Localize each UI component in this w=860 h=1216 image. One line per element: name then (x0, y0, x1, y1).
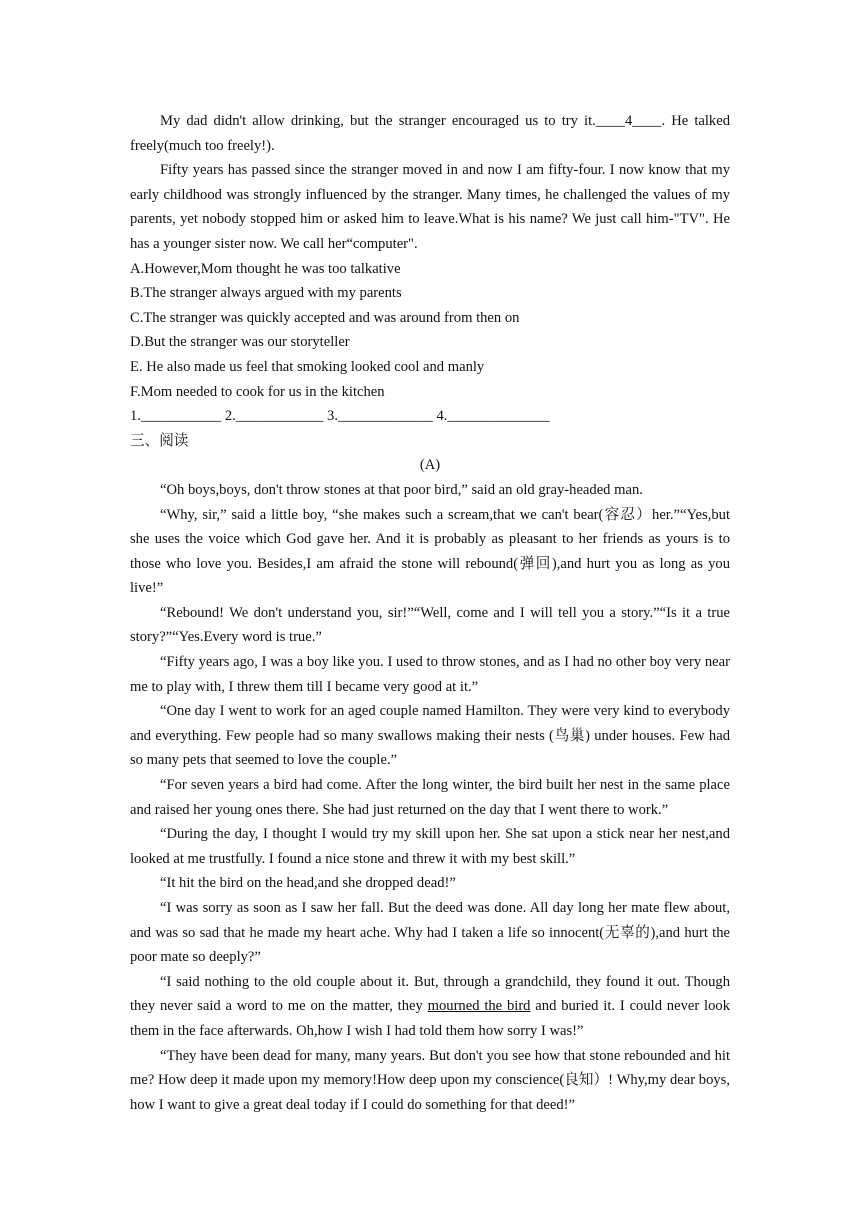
paragraph-7: “During the day, I thought I would try my skill upon her. She sat upon a stick near her nest,and looked at me trustfully. I found a nice stone and threw it with my best skill.” (130, 826, 730, 867)
option-e: E. He also made us feel that smoking looked cool and manly (130, 358, 485, 375)
paragraph-dad: My dad didn't allow drinking, but the stranger encouraged us to try it.____4____. He talked freely(much too freely!). (130, 113, 730, 154)
paragraph-3: “Rebound! We don't understand you, sir!”“Well, come and I will tell you a story.”“Is it a true story?”“Yes.Every word is true.” (130, 604, 730, 646)
paragraph-6: “For seven years a bird had come. After the long winter, the bird built her nest in the same place and raised her young ones there. She had just returned on the day that I went there to work.” (130, 777, 730, 818)
paragraph-fifty-years: Fifty years has passed since the stranger moved in and now I am fifty-four. I now know that my early childhood was strongly influenced by the stranger. Many times, he challenged the values of my parents, yet nobody stopped him or asked him to leave.What is his name? We just call him-"TV". He has a younger sister now. We call her“computer". (130, 162, 730, 252)
document-body (130, 109, 730, 1117)
option-d: D.But the stranger was our storyteller (130, 334, 350, 351)
option-c: C.The stranger was quickly accepted and was around from then on (130, 309, 520, 326)
paragraph-4: “Fifty years ago, I was a boy like you. I used to throw stones, and as I had no other boy very near me to play with, I threw them till I became very good at it.” (130, 654, 730, 695)
option-f: F.Mom needed to cook for us in the kitchen (130, 383, 385, 400)
section-heading: 三、阅读 (130, 432, 189, 449)
paragraph-1: “Oh boys,boys, don't throw stones at that poor bird,” said an old gray-headed man. (160, 481, 643, 498)
paragraph-2: “Why, sir,” said a little boy, “she makes such a scream,that we can't bear(容忍）her.”“Yes,but she uses the voice which God gave her. And it is probably as pleasant to her friends as yours is to those who love you. Besides,I am afraid the stone will rebound(弹回),and hurt you as long as you live!” (130, 506, 730, 597)
paragraph-5: “One day I went to work for an aged couple named Hamilton. They were very kind to everybody and everything. Few people had so many swallows making their nests (鸟巢) under houses. Few had so many pets that seemed to love the couple.” (130, 703, 730, 769)
underlined-phrase: mourned the bird (427, 998, 531, 1015)
paragraph-10-start: “I said nothing to the old couple about it. But, through a grandchild, they found it out. Though they never said a word to me on the matter, they (130, 973, 730, 1015)
option-b: B.The stranger always argued with my parents (130, 285, 402, 302)
passage-label: (A) (419, 457, 441, 474)
paragraph-8: “It hit the bird on the head,and she dropped dead!” (160, 875, 456, 892)
paragraph-10 (130, 970, 730, 1044)
answer-blanks: 1.___________ 2.____________ 3._____________ 4.______________ (130, 408, 550, 425)
paragraph-11: “They have been dead for many, many years. But don't you see how that stone rebounded and hit me? How deep it made upon my memory!How deep upon my conscience(良知）! Why,my dear boys, how I want to give a great deal today if I could do something for that deed!” (130, 1047, 730, 1113)
paragraph-10-end: and buried it. I could never look them in the face afterwards. Oh,how I wish I had told them how sorry I was!” (130, 998, 730, 1039)
paragraph-9: “I was sorry as soon as I saw her fall. But the deed was done. All day long her mate flew about, and was so sad that he made my heart ache. Why had I taken a life so innocent(无辜的),and hurt the poor mate so deeply?” (130, 900, 730, 966)
option-a: A.However,Mom thought he was too talkative (130, 260, 401, 277)
